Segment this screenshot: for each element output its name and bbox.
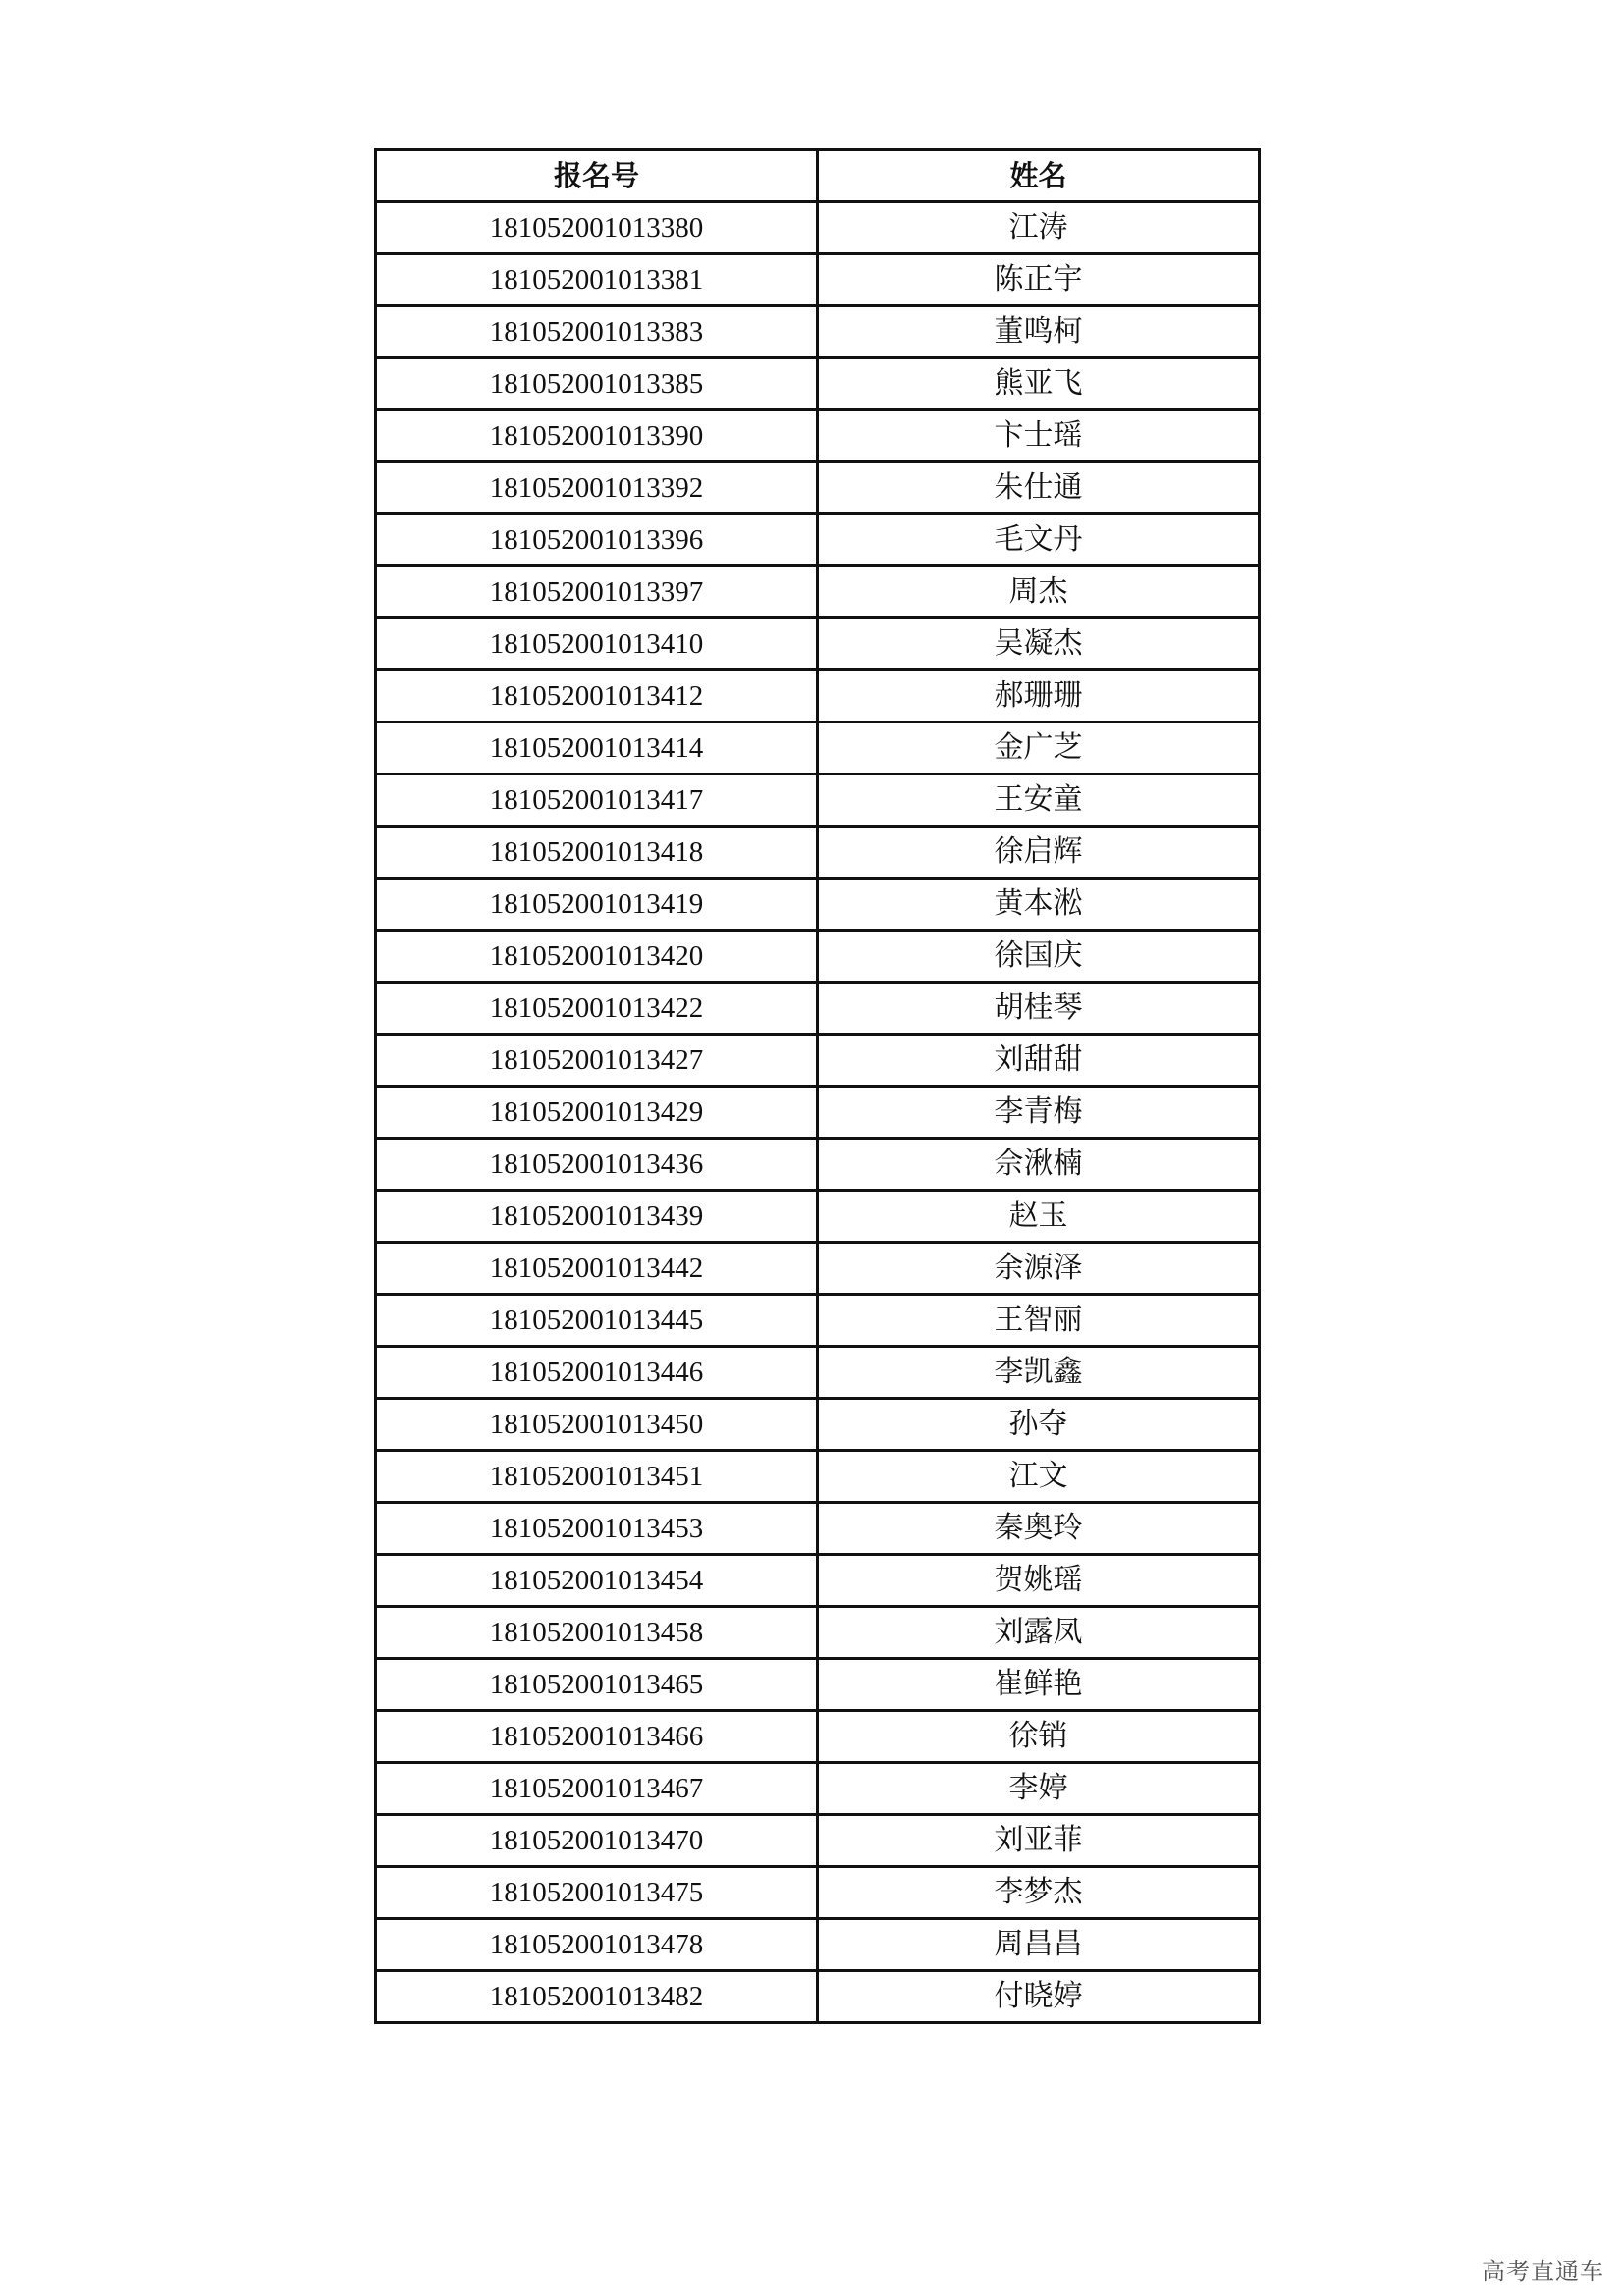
registration-number-cell: 181052001013470 [376, 1815, 818, 1867]
table-row [376, 983, 1260, 1035]
name-cell: 金广芝 [818, 722, 1260, 774]
registration-number-cell: 181052001013385 [376, 358, 818, 410]
header-registration-number: 报名号 [376, 150, 818, 202]
registration-number-cell: 181052001013446 [376, 1347, 818, 1399]
registration-number-cell: 181052001013465 [376, 1659, 818, 1711]
table-row [376, 1243, 1260, 1295]
applicant-table [374, 148, 1261, 2024]
registration-number-cell: 181052001013475 [376, 1867, 818, 1919]
table-row [376, 1087, 1260, 1139]
table-row [376, 1815, 1260, 1867]
watermark-text: 高考直通车 [1482, 2258, 1604, 2285]
registration-number-cell: 181052001013453 [376, 1503, 818, 1555]
name-cell: 刘亚菲 [818, 1815, 1260, 1867]
name-cell: 余源泽 [818, 1243, 1260, 1295]
name-cell: 熊亚飞 [818, 358, 1260, 410]
name-cell: 郝珊珊 [818, 670, 1260, 722]
name-cell: 徐国庆 [818, 931, 1260, 983]
name-cell: 毛文丹 [818, 514, 1260, 566]
table-row [376, 879, 1260, 931]
table-header-row [376, 150, 1260, 202]
registration-number-cell: 181052001013436 [376, 1139, 818, 1191]
registration-number-cell: 181052001013410 [376, 618, 818, 670]
table-row [376, 774, 1260, 827]
registration-number-cell: 181052001013392 [376, 462, 818, 514]
name-cell: 付晓婷 [818, 1971, 1260, 2023]
registration-number-cell: 181052001013418 [376, 827, 818, 879]
registration-number-cell: 181052001013451 [376, 1451, 818, 1503]
table-row [376, 1451, 1260, 1503]
name-cell: 秦奥玲 [818, 1503, 1260, 1555]
name-cell: 黄本淞 [818, 879, 1260, 931]
name-cell: 李婷 [818, 1763, 1260, 1815]
table-row [376, 670, 1260, 722]
registration-number-cell: 181052001013445 [376, 1295, 818, 1347]
registration-number-cell: 181052001013458 [376, 1607, 818, 1659]
registration-number-cell: 181052001013381 [376, 254, 818, 306]
name-cell: 卞士瑶 [818, 410, 1260, 462]
registration-number-cell: 181052001013422 [376, 983, 818, 1035]
name-cell: 朱仕通 [818, 462, 1260, 514]
table-row [376, 1971, 1260, 2023]
name-cell: 李梦杰 [818, 1867, 1260, 1919]
registration-number-cell: 181052001013427 [376, 1035, 818, 1087]
name-cell: 陈正宇 [818, 254, 1260, 306]
table-row [376, 1555, 1260, 1607]
table-row [376, 1919, 1260, 1971]
table-row [376, 1503, 1260, 1555]
table-row [376, 931, 1260, 983]
registration-number-cell: 181052001013383 [376, 306, 818, 358]
name-cell: 王安童 [818, 774, 1260, 827]
registration-number-cell: 181052001013419 [376, 879, 818, 931]
name-cell: 佘湫楠 [818, 1139, 1260, 1191]
table-body [376, 202, 1260, 2023]
table-row [376, 722, 1260, 774]
registration-number-cell: 181052001013429 [376, 1087, 818, 1139]
name-cell: 崔鲜艳 [818, 1659, 1260, 1711]
name-cell: 赵玉 [818, 1191, 1260, 1243]
registration-number-cell: 181052001013420 [376, 931, 818, 983]
table-row [376, 462, 1260, 514]
table-row [376, 202, 1260, 254]
name-cell: 周昌昌 [818, 1919, 1260, 1971]
registration-number-cell: 181052001013417 [376, 774, 818, 827]
registration-number-cell: 181052001013442 [376, 1243, 818, 1295]
registration-number-cell: 181052001013397 [376, 566, 818, 618]
name-cell: 李凯鑫 [818, 1347, 1260, 1399]
table-row [376, 306, 1260, 358]
table-row [376, 358, 1260, 410]
table-row [376, 1867, 1260, 1919]
table-row [376, 827, 1260, 879]
name-cell: 徐启辉 [818, 827, 1260, 879]
table-row [376, 1295, 1260, 1347]
table-row [376, 514, 1260, 566]
registration-number-cell: 181052001013380 [376, 202, 818, 254]
table-row [376, 1607, 1260, 1659]
name-cell: 李青梅 [818, 1087, 1260, 1139]
registration-number-cell: 181052001013482 [376, 1971, 818, 2023]
name-cell: 刘甜甜 [818, 1035, 1260, 1087]
table-row [376, 1191, 1260, 1243]
table-row [376, 1139, 1260, 1191]
table-row [376, 1035, 1260, 1087]
table-row [376, 1347, 1260, 1399]
name-cell: 贺姚瑶 [818, 1555, 1260, 1607]
registration-number-cell: 181052001013478 [376, 1919, 818, 1971]
name-cell: 刘露凤 [818, 1607, 1260, 1659]
table-row [376, 254, 1260, 306]
table-row [376, 410, 1260, 462]
registration-number-cell: 181052001013390 [376, 410, 818, 462]
registration-number-cell: 181052001013450 [376, 1399, 818, 1451]
registration-number-cell: 181052001013414 [376, 722, 818, 774]
table-row [376, 1399, 1260, 1451]
registration-number-cell: 181052001013439 [376, 1191, 818, 1243]
name-cell: 江文 [818, 1451, 1260, 1503]
table-row [376, 1659, 1260, 1711]
name-cell: 江涛 [818, 202, 1260, 254]
name-cell: 胡桂琴 [818, 983, 1260, 1035]
name-cell: 吴凝杰 [818, 618, 1260, 670]
name-cell: 董鸣柯 [818, 306, 1260, 358]
registration-number-cell: 181052001013454 [376, 1555, 818, 1607]
registration-number-cell: 181052001013466 [376, 1711, 818, 1763]
table-row [376, 1711, 1260, 1763]
name-cell: 徐销 [818, 1711, 1260, 1763]
name-cell: 孙夺 [818, 1399, 1260, 1451]
registration-number-cell: 181052001013396 [376, 514, 818, 566]
name-cell: 王智丽 [818, 1295, 1260, 1347]
header-name: 姓名 [818, 150, 1260, 202]
registration-number-cell: 181052001013412 [376, 670, 818, 722]
name-cell: 周杰 [818, 566, 1260, 618]
table-row [376, 618, 1260, 670]
registration-number-cell: 181052001013467 [376, 1763, 818, 1815]
table-row [376, 566, 1260, 618]
table-row [376, 1763, 1260, 1815]
